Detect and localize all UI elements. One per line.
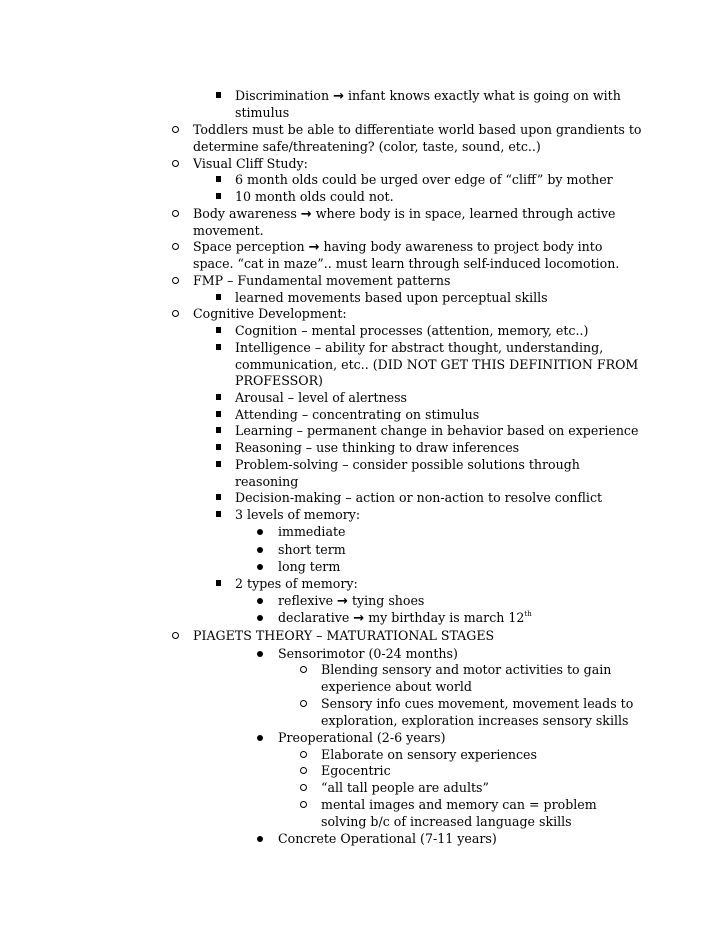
square-bullet-icon (211, 339, 225, 350)
note-text: determine safe/threatening? (color, taste, sound, etc..) (193, 139, 541, 154)
solid-dot-bullet-icon (253, 645, 267, 657)
square-bullet-icon (211, 406, 225, 417)
square-bullet-icon (211, 322, 225, 333)
solid-dot-bullet-icon (253, 609, 267, 621)
note-text: Intelligence – ability for abstract thought, understanding, (235, 340, 604, 355)
note-text: solving b/c of increased language skills (321, 814, 572, 829)
note-text: Problem-solving – consider possible solutions through (235, 457, 580, 472)
note-text: Cognition – mental processes (attention, memory, etc..) (235, 323, 589, 338)
note-text: Space perception → having body awareness to project body into (193, 239, 603, 255)
hollow-circle-bullet-icon (296, 746, 310, 758)
note-text: Preoperational (2-6 years) (278, 730, 446, 745)
hollow-circle-bullet-icon (168, 155, 182, 167)
solid-dot-bullet-icon (253, 830, 267, 842)
solid-dot-bullet-icon (253, 558, 267, 570)
square-bullet-icon (211, 87, 225, 98)
note-text: declarative → my birthday is march 12th (278, 610, 532, 626)
note-text: Body awareness → where body is in space, learned through active (193, 206, 616, 222)
note-text: Egocentric (321, 763, 391, 778)
note-text: Blending sensory and motor activities to gain (321, 662, 612, 677)
note-text: 10 month olds could not. (235, 189, 394, 204)
hollow-circle-bullet-icon (168, 272, 182, 284)
note-text: Discrimination → infant knows exactly what is going on with (235, 88, 621, 104)
note-text: Sensory info cues movement, movement leads to (321, 696, 634, 711)
square-bullet-icon (211, 188, 225, 199)
hollow-circle-bullet-icon (296, 695, 310, 707)
note-text: experience about world (321, 679, 472, 694)
note-text: space. “cat in maze”.. must learn through self-induced locomotion. (193, 256, 620, 271)
note-text: PROFESSOR) (235, 373, 323, 388)
hollow-circle-bullet-icon (168, 121, 182, 133)
note-text: immediate (278, 524, 346, 539)
hollow-circle-bullet-icon (168, 627, 182, 639)
note-text: Toddlers must be able to differentiate world based upon grandients to (193, 122, 642, 137)
square-bullet-icon (211, 171, 225, 182)
note-text: 2 types of memory: (235, 576, 358, 591)
note-text: learned movements based upon perceptual skills (235, 290, 548, 305)
hollow-circle-bullet-icon (168, 238, 182, 250)
note-text: reflexive → tying shoes (278, 593, 425, 609)
square-bullet-icon (211, 389, 225, 400)
note-text: short term (278, 542, 346, 557)
superscript-ordinal: th (524, 610, 532, 618)
note-text: exploration, exploration increases sensory skills (321, 713, 629, 728)
hollow-circle-bullet-icon (168, 205, 182, 217)
note-text: Learning – permanent change in behavior based on experience (235, 423, 639, 438)
solid-dot-bullet-icon (253, 523, 267, 535)
arrow-right-icon: → (300, 207, 312, 222)
note-text: Elaborate on sensory experiences (321, 747, 537, 762)
note-text: communication, etc.. (DID NOT GET THIS DEFINITION FROM (235, 357, 639, 372)
note-text: stimulus (235, 105, 290, 120)
arrow-right-icon: → (353, 611, 365, 626)
note-text: mental images and memory can = problem (321, 797, 597, 812)
note-text: movement. (193, 223, 264, 238)
square-bullet-icon (211, 289, 225, 300)
square-bullet-icon (211, 506, 225, 517)
square-bullet-icon (211, 489, 225, 500)
square-bullet-icon (211, 422, 225, 433)
note-text: Attending – concentrating on stimulus (235, 407, 480, 422)
arrow-right-icon: → (337, 594, 348, 609)
note-text: Cognitive Development: (193, 306, 347, 321)
square-bullet-icon (211, 456, 225, 467)
hollow-circle-bullet-icon (296, 762, 310, 774)
note-text: Concrete Operational (7-11 years) (278, 831, 497, 846)
note-text: 6 month olds could be urged over edge of “cliff” by mother (235, 172, 613, 187)
arrow-right-icon: → (308, 240, 320, 255)
hollow-circle-bullet-icon (296, 796, 310, 808)
note-text: “all tall people are adults” (321, 780, 489, 795)
note-text: Arousal – level of alertness (235, 390, 407, 405)
arrow-right-icon: → (333, 89, 344, 104)
hollow-circle-bullet-icon (296, 661, 310, 673)
note-text: PIAGETS THEORY – MATURATIONAL STAGES (193, 628, 495, 643)
note-text: 3 levels of memory: (235, 507, 361, 522)
note-text: reasoning (235, 474, 299, 489)
solid-dot-bullet-icon (253, 541, 267, 553)
square-bullet-icon (211, 575, 225, 586)
note-text: Decision-making – action or non-action to resolve conflict (235, 490, 603, 505)
note-text: FMP – Fundamental movement patterns (193, 273, 451, 288)
solid-dot-bullet-icon (253, 729, 267, 741)
note-text: Sensorimotor (0-24 months) (278, 646, 458, 661)
hollow-circle-bullet-icon (168, 305, 182, 317)
square-bullet-icon (211, 439, 225, 450)
note-text: Reasoning – use thinking to draw inferences (235, 440, 520, 455)
note-text: Visual Cliff Study: (193, 156, 308, 171)
note-text: long term (278, 559, 341, 574)
hollow-circle-bullet-icon (296, 779, 310, 791)
solid-dot-bullet-icon (253, 592, 267, 604)
